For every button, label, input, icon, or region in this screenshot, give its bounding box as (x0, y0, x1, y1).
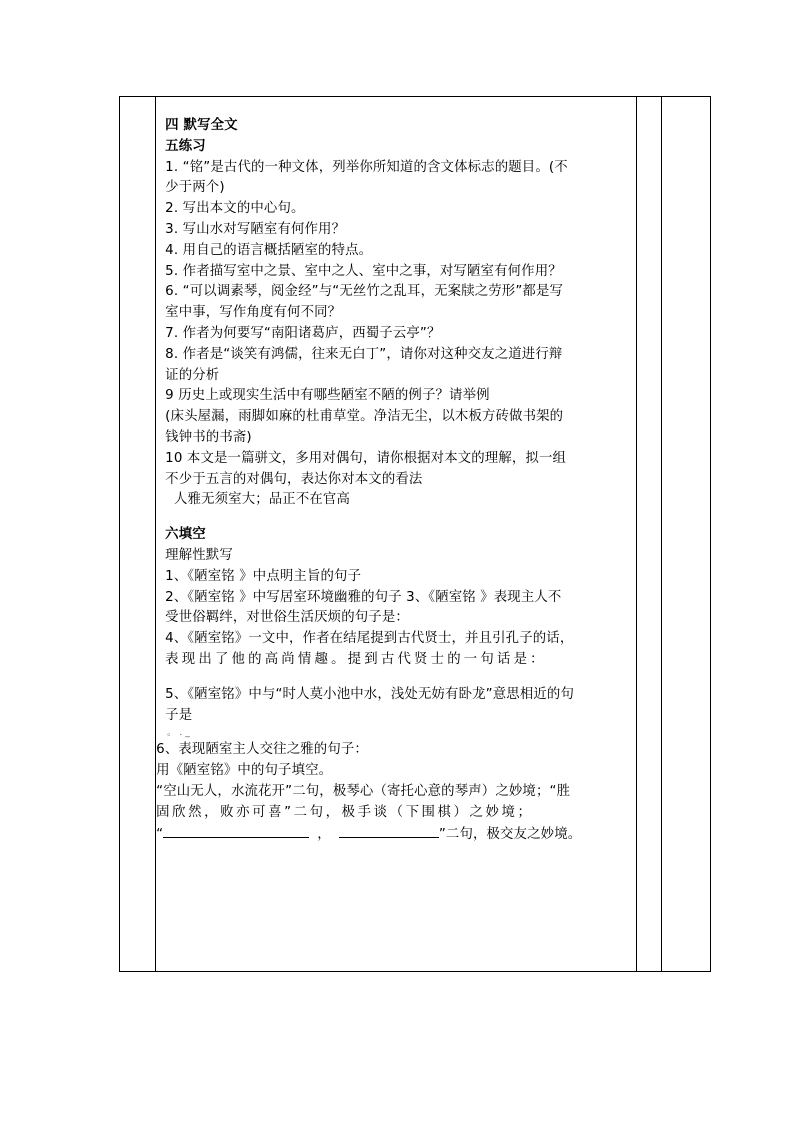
comma: ， (317, 826, 331, 842)
question-7: 7. 作者为何要写“南阳诸葛庐，西蜀子云亭”？ (165, 325, 441, 341)
fill-item-5-mark: 。 . _ (167, 728, 191, 739)
question-6-line-2: 室中事，写作角度有何不同？ (165, 305, 342, 321)
question-9-answer-line-2: 钱钟书的书斋) (165, 429, 252, 445)
question-10-answer: 人雅无须室大；品正不在官高 (165, 492, 351, 508)
open-quote: “ (156, 826, 164, 842)
question-10-line-2: 不少于五言的对偶句，表达你对本文的看法 (165, 471, 423, 487)
fill-item-1: 1、《陋室铭 》中点明主旨的句子 (165, 568, 362, 584)
fill-item-4-line-1: 4、《陋室铭》一文中，作者在结尾提到古代贤士，并且引孔子的话， (165, 631, 574, 647)
fill-item-7-line-2: 固欣然，败亦可喜”二句，极手谈（下围棋）之妙境； (156, 804, 534, 820)
left-margin-cell (120, 97, 156, 972)
question-5: 5. 作者描写室中之景、室中之人、室中之事，对写陋室有何作用？ (165, 263, 562, 279)
section-dictation-title: 四 默写全文 (165, 118, 238, 133)
question-9: 9 历史上或现实生活中有哪些陋室不陋的例子？请举例 (165, 388, 490, 404)
question-8-line-2: 证的分析 (165, 367, 220, 383)
question-4: 4. 用自己的语言概括陋室的特点。 (165, 242, 373, 258)
question-9-answer-line-1: (床头屋漏，雨脚如麻的杜甫草堂。净洁无尘，以木板方砖做书架的 (165, 409, 564, 425)
closing-text: ”二句，极交友之妙境。 (438, 826, 582, 842)
fill-item-7-line-3 (156, 824, 635, 846)
question-1-line-1: 1. “铭”是古代的一种文体，列举你所知道的含文体标志的题目。(不 (165, 159, 568, 175)
fill-item-2-line-1: 2、《陋室铭 》中写居室环境幽雅的句子 3、《陋室铭 》表现主人不 (165, 589, 562, 605)
question-2: 2. 写出本文的中心句。 (165, 201, 305, 217)
question-8-line-1: 8. 作者是“谈笑有鸿儒，往来无白丁”，请你对这种交友之道进行辩 (165, 346, 563, 362)
section-exercise-title: 五练习 (165, 138, 206, 154)
question-6-line-1: 6. “可以调素琴，阅金经”与“无丝竹之乱耳，无案牍之劳形”都是写 (165, 284, 564, 300)
section-fill-title: 六填空 (165, 527, 206, 543)
fill-subtitle: 理解性默写 (165, 547, 233, 563)
right-column-cell (661, 97, 710, 972)
narrow-column-cell (636, 97, 661, 972)
main-content-cell (156, 97, 636, 972)
answer-blank-1[interactable] (163, 824, 309, 838)
fill-item-7-line-1: “空山无人，水流花开”二句，极琴心（寄托心意的琴声）之妙境；“胜 (156, 783, 571, 799)
question-10-line-1: 10 本文是一篇骈文，多用对偶句，请你根据对本文的理解，拟一组 (165, 450, 567, 466)
lesson-table (119, 96, 711, 972)
answer-blank-2[interactable] (339, 824, 439, 838)
content-body (156, 97, 635, 845)
fill-item-7-intro: 用《陋室铭》中的句子填空。 (156, 763, 333, 779)
fill-item-4-line-2: 表现出了他的高尚情趣。提到古代贤士的一句话是： (165, 651, 547, 667)
question-3: 3. 写山水对写陋室有何作用？ (165, 221, 346, 237)
fill-item-5-line-1: 5、《陋室铭》中与“时人莫小池中水，浅处无妨有卧龙”意思相近的句 (165, 686, 574, 702)
spacer (165, 511, 635, 525)
question-1-line-2: 少于两个) (165, 180, 225, 196)
spacer (165, 671, 635, 685)
fill-item-6: 6、表现陋室主人交往之雅的句子： (156, 742, 368, 758)
fill-item-5-line-2: 子是 (165, 707, 193, 723)
fill-item-2-line-2: 受世俗羁绊，对世俗生活厌烦的句子是： (165, 610, 409, 626)
